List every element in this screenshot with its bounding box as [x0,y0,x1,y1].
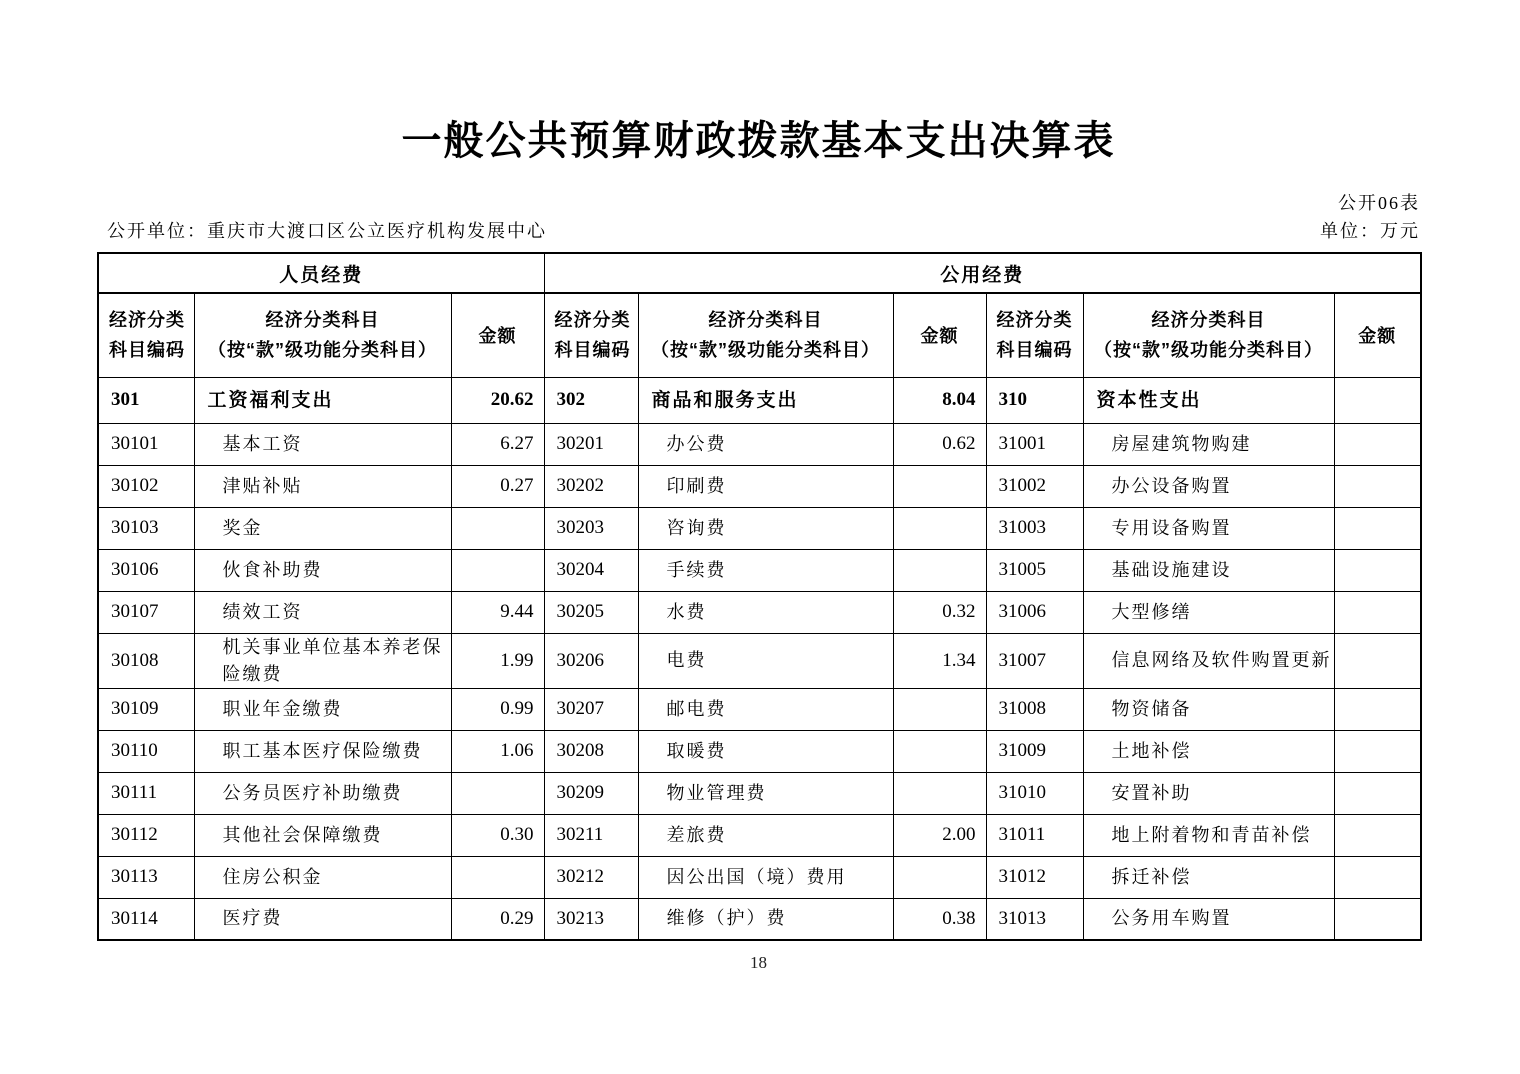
table-row [98,856,1421,898]
subject-cell: 邮电费 [638,688,893,730]
amount-cell: 0.27 [451,465,544,507]
code-cell: 31007 [986,633,1083,688]
header-line: （按“款”级功能分类科目） [208,340,437,361]
amount-cell [1334,507,1421,549]
header-line: （按“款”级功能分类科目） [1094,340,1324,361]
amount-cell: 0.30 [451,814,544,856]
table-row [98,591,1421,633]
code-cell: 30101 [98,423,194,465]
subject-cell: 职业年金缴费 [194,688,451,730]
code-cell: 30201 [544,423,638,465]
code-cell: 31005 [986,549,1083,591]
header-line: 科目编码 [109,340,185,361]
subject-cell: 差旅费 [638,814,893,856]
table-row [98,688,1421,730]
subject-cell: 房屋建筑物购建 [1083,423,1334,465]
amount-cell: 0.99 [451,688,544,730]
code-cell: 310 [986,377,1083,423]
expenditure-table [97,252,1422,941]
table-row [98,465,1421,507]
header-line: 经济分类科目 [265,310,380,331]
subject-cell: 因公出国（境）费用 [638,856,893,898]
subject-cell: 水费 [638,591,893,633]
amount-cell [1334,814,1421,856]
code-cell: 30212 [544,856,638,898]
subject-cell: 工资福利支出 [194,377,451,423]
amount-cell: 0.32 [893,591,986,633]
amount-cell [1334,688,1421,730]
subject-cell: 大型修缮 [1083,591,1334,633]
subject-cell: 医疗费 [194,898,451,940]
meta-row [97,219,1420,243]
amount-cell [893,772,986,814]
code-cell: 31001 [986,423,1083,465]
subject-cell: 地上附着物和青苗补偿 [1083,814,1334,856]
amount-cell [1334,377,1421,423]
code-cell: 31009 [986,730,1083,772]
header-line: 经济分类 [554,310,631,331]
code-cell: 30109 [98,688,194,730]
subject-cell: 土地补偿 [1083,730,1334,772]
subject-cell: 基本工资 [194,423,451,465]
code-cell: 30206 [544,633,638,688]
code-cell: 31002 [986,465,1083,507]
code-cell: 31006 [986,591,1083,633]
group-header-row [98,253,1421,293]
subject-cell: 住房公积金 [194,856,451,898]
code-cell: 301 [98,377,194,423]
col-header-code [544,293,638,377]
amount-cell: 1.06 [451,730,544,772]
table-row [98,377,1421,423]
table-row [98,898,1421,940]
group-header-public: 公用经费 [544,253,1421,293]
subject-cell: 物业管理费 [638,772,893,814]
amount-cell [893,688,986,730]
subject-cell: 信息网络及软件购置更新 [1083,633,1334,688]
amount-cell: 6.27 [451,423,544,465]
header-line: （按“款”级功能分类科目） [651,340,881,361]
code-cell: 31011 [986,814,1083,856]
subject-cell: 维修（护）费 [638,898,893,940]
subject-cell: 津贴补贴 [194,465,451,507]
subject-cell: 机关事业单位基本养老保险缴费 [194,633,451,688]
code-cell: 30114 [98,898,194,940]
code-cell: 30204 [544,549,638,591]
amount-cell: 0.29 [451,898,544,940]
subject-cell: 商品和服务支出 [638,377,893,423]
publishing-unit: 公开单位：重庆市大渡口区公立医疗机构发展中心 [107,221,547,241]
code-cell: 30102 [98,465,194,507]
subject-cell: 职工基本医疗保险缴费 [194,730,451,772]
code-cell: 30207 [544,688,638,730]
amount-cell [1334,730,1421,772]
subject-cell: 公务员医疗补助缴费 [194,772,451,814]
amount-cell: 1.34 [893,633,986,688]
column-header-row [98,293,1421,377]
code-cell: 30107 [98,591,194,633]
header-line: 经济分类 [996,310,1073,331]
code-cell: 31013 [986,898,1083,940]
subject-cell: 办公费 [638,423,893,465]
page-number: 18 [750,953,767,972]
header-line: 科目编码 [996,340,1073,361]
amount-cell [451,856,544,898]
subject-cell: 物资储备 [1083,688,1334,730]
amount-cell [1334,772,1421,814]
amount-cell [451,507,544,549]
amount-cell [1334,856,1421,898]
code-cell: 30203 [544,507,638,549]
code-cell: 30209 [544,772,638,814]
amount-cell [451,772,544,814]
table-row [98,730,1421,772]
unit-label: 单位：万元 [1320,221,1420,241]
header-line: 科目编码 [554,340,631,361]
table-row [98,633,1421,688]
table-row [98,423,1421,465]
amount-cell [1334,465,1421,507]
code-cell: 31008 [986,688,1083,730]
code-cell: 30211 [544,814,638,856]
amount-cell: 0.38 [893,898,986,940]
col-header-subject [1083,293,1334,377]
code-cell: 31010 [986,772,1083,814]
col-header-amount: 金额 [893,293,986,377]
code-cell: 30213 [544,898,638,940]
subject-cell: 奖金 [194,507,451,549]
subject-cell: 其他社会保障缴费 [194,814,451,856]
code-cell: 30205 [544,591,638,633]
amount-cell: 0.62 [893,423,986,465]
col-header-subject [638,293,893,377]
subject-cell: 公务用车购置 [1083,898,1334,940]
subject-cell: 绩效工资 [194,591,451,633]
amount-cell [893,465,986,507]
col-header-code [986,293,1083,377]
amount-cell [1334,591,1421,633]
amount-cell: 1.99 [451,633,544,688]
amount-cell [1334,549,1421,591]
subject-cell: 取暖费 [638,730,893,772]
subject-cell: 专用设备购置 [1083,507,1334,549]
col-header-amount: 金额 [1334,293,1421,377]
col-header-code [98,293,194,377]
col-header-amount: 金额 [451,293,544,377]
subject-cell: 安置补助 [1083,772,1334,814]
subject-cell: 印刷费 [638,465,893,507]
amount-cell: 9.44 [451,591,544,633]
document-page [97,0,1420,973]
amount-cell [893,549,986,591]
amount-cell [1334,633,1421,688]
code-cell: 31003 [986,507,1083,549]
code-cell: 31012 [986,856,1083,898]
table-row [98,549,1421,591]
subject-cell: 办公设备购置 [1083,465,1334,507]
amount-cell [893,507,986,549]
subject-cell: 基础设施建设 [1083,549,1334,591]
code-cell: 30106 [98,549,194,591]
subject-cell: 资本性支出 [1083,377,1334,423]
code-cell: 30103 [98,507,194,549]
subject-cell: 咨询费 [638,507,893,549]
header-line: 经济分类科目 [1151,310,1266,331]
amount-cell [451,549,544,591]
code-cell: 30112 [98,814,194,856]
table-row [98,772,1421,814]
amount-cell: 20.62 [451,377,544,423]
table-row [98,814,1421,856]
page-title: 一般公共预算财政拨款基本支出决算表 [401,119,1116,163]
amount-cell [1334,423,1421,465]
subject-cell: 手续费 [638,549,893,591]
amount-cell [893,730,986,772]
code-cell: 30110 [98,730,194,772]
amount-cell: 2.00 [893,814,986,856]
code-cell: 30111 [98,772,194,814]
table-row [98,507,1421,549]
amount-cell [1334,898,1421,940]
code-cell: 30202 [544,465,638,507]
code-cell: 30113 [98,856,194,898]
amount-cell: 8.04 [893,377,986,423]
code-cell: 30208 [544,730,638,772]
subject-cell: 电费 [638,633,893,688]
group-header-personnel: 人员经费 [98,253,544,293]
header-line: 经济分类科目 [708,310,823,331]
subject-cell: 伙食补助费 [194,549,451,591]
header-line: 经济分类 [109,310,185,331]
code-cell: 30108 [98,633,194,688]
subject-cell: 拆迁补偿 [1083,856,1334,898]
table-number: 公开06表 [1338,193,1420,213]
col-header-subject [194,293,451,377]
code-cell: 302 [544,377,638,423]
amount-cell [893,856,986,898]
